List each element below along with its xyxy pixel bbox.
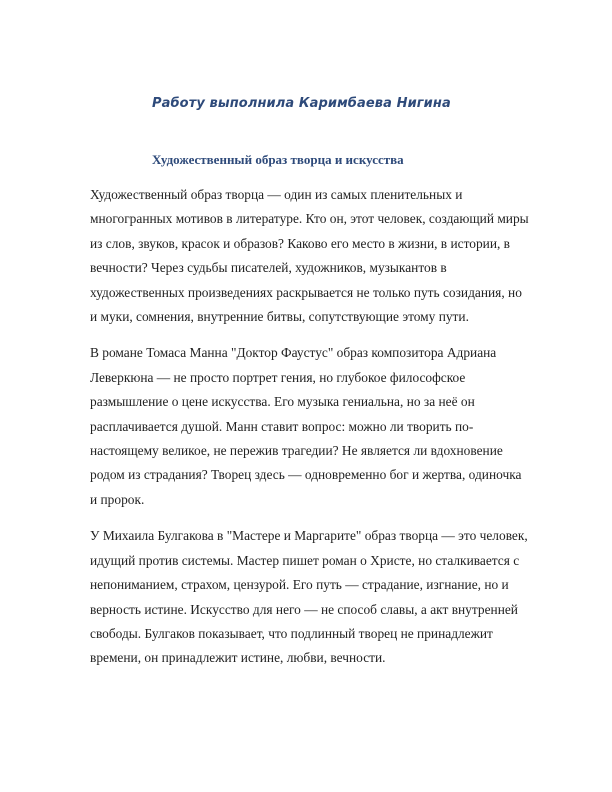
document-body [90, 183, 530, 683]
document-title: Художественный образ творца и искусства [152, 152, 404, 167]
paragraph-1: Художественный образ творца — один из самых пленительных и многогранных мотивов в литературе. Кто он, этот человек, создающий миры из слов, звуков, красок и образов? Каково его место в жизни, в истории, в вечности? Через судьбы писателей, художников, музыкантов в художественных произведениях раскрывается не только путь созидания, но и муки, сомнения, внутренние битвы, сопутствующие этому пути. [90, 187, 529, 325]
author-line: Работу выполнила Каримбаева Нигина [152, 96, 451, 111]
paragraph-2: В романе Томаса Манна "Доктор Фаустус" образ композитора Адриана Леверкюна — не просто портрет гения, но глубокое философское размышление о цене искусства. Его музыка гениальна, но за неё он расплачивается душой. Манн ставит вопрос: можно ли творить по-настоящему великое, не пережив трагедии? Не является ли вдохновение родом из страдания? Творец здесь — одновременно бог и жертва, одиночка и пророк. [90, 345, 522, 507]
paragraph-3: У Михаила Булгакова в "Мастере и Маргарите" образ творца — это человек, идущий против системы. Мастер пишет роман о Христе, но сталкивается с непониманием, страхом, цензурой. Его путь — страдание, изгнание, но и верность истине. Искусство для него — не способ славы, а акт внутренней свободы. Булгаков показывает, что подлинный творец не принадлежит времени, он принадлежит истине, любви, вечности. [90, 528, 528, 666]
